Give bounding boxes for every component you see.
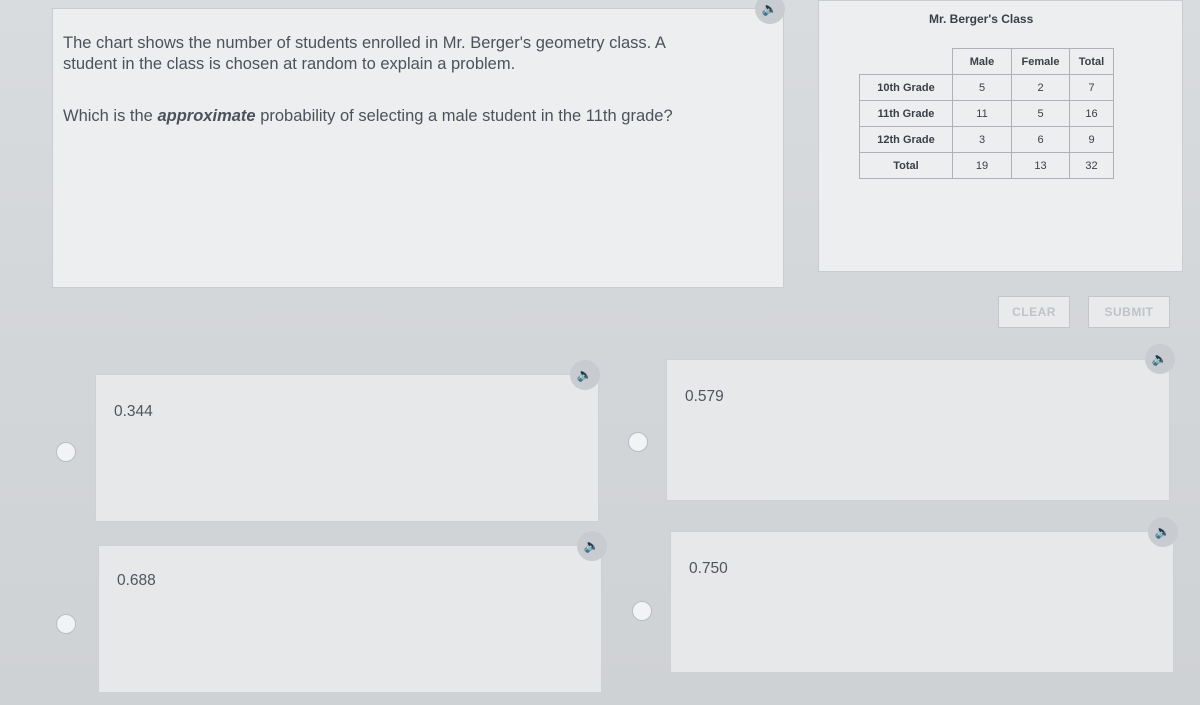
- table-card: [818, 0, 1183, 272]
- prompt-text: [63, 33, 753, 75]
- prompt-line-2: student in the class is chosen at random to explain a problem.: [63, 55, 516, 73]
- cell-male: 19: [953, 153, 1012, 179]
- cell-female: 13: [1012, 153, 1070, 179]
- choice-d-box[interactable]: [670, 531, 1174, 673]
- speaker-icon[interactable]: 🔈: [1148, 517, 1178, 547]
- prompt-line-1: The chart shows the number of students enrolled in Mr. Berger's geometry class. A: [63, 34, 666, 52]
- class-table: [859, 48, 1114, 179]
- question-emphasis: approximate: [157, 107, 256, 125]
- cell-female: 6: [1012, 127, 1070, 153]
- choice-a-label: 0.344: [114, 403, 153, 420]
- cell-total: 16: [1070, 101, 1114, 127]
- question-text: [63, 107, 763, 126]
- choice-c-radio[interactable]: [56, 614, 76, 634]
- submit-button[interactable]: SUBMIT: [1088, 296, 1170, 328]
- cell-male: 5: [953, 75, 1012, 101]
- cell-female: 5: [1012, 101, 1070, 127]
- row-header: 12th Grade: [860, 127, 953, 153]
- table-row: [860, 75, 1114, 101]
- table-row: [860, 101, 1114, 127]
- choice-a-box[interactable]: [95, 374, 599, 522]
- speaker-icon[interactable]: 🔈: [755, 0, 785, 24]
- table-header-row: [860, 49, 1114, 75]
- cell-total: 32: [1070, 153, 1114, 179]
- col-header-total: Total: [1070, 49, 1114, 75]
- choice-b-box[interactable]: [666, 359, 1170, 501]
- choice-d-radio[interactable]: [632, 601, 652, 621]
- choice-c-box[interactable]: [98, 545, 602, 693]
- cell-female: 2: [1012, 75, 1070, 101]
- cell-male: 11: [953, 101, 1012, 127]
- prompt-card: [52, 8, 784, 288]
- row-header: 10th Grade: [860, 75, 953, 101]
- choice-b-label: 0.579: [685, 388, 724, 405]
- speaker-icon[interactable]: 🔈: [570, 360, 600, 390]
- clear-button[interactable]: CLEAR: [998, 296, 1070, 328]
- choice-b-radio[interactable]: [628, 432, 648, 452]
- row-header: 11th Grade: [860, 101, 953, 127]
- table-row: [860, 153, 1114, 179]
- question-before: Which is the: [63, 107, 153, 125]
- cell-total: 7: [1070, 75, 1114, 101]
- choice-c-label: 0.688: [117, 572, 156, 589]
- choice-d-label: 0.750: [689, 560, 728, 577]
- table-row: [860, 127, 1114, 153]
- speaker-icon[interactable]: 🔈: [577, 531, 607, 561]
- cell-total: 9: [1070, 127, 1114, 153]
- choice-a-radio[interactable]: [56, 442, 76, 462]
- col-header-female: Female: [1012, 49, 1070, 75]
- speaker-icon[interactable]: 🔈: [1145, 344, 1175, 374]
- question-after: probability of selecting a male student in the 11th grade?: [260, 107, 673, 125]
- table-title: Mr. Berger's Class: [929, 12, 1034, 26]
- col-header-male: Male: [953, 49, 1012, 75]
- row-header: Total: [860, 153, 953, 179]
- cell-male: 3: [953, 127, 1012, 153]
